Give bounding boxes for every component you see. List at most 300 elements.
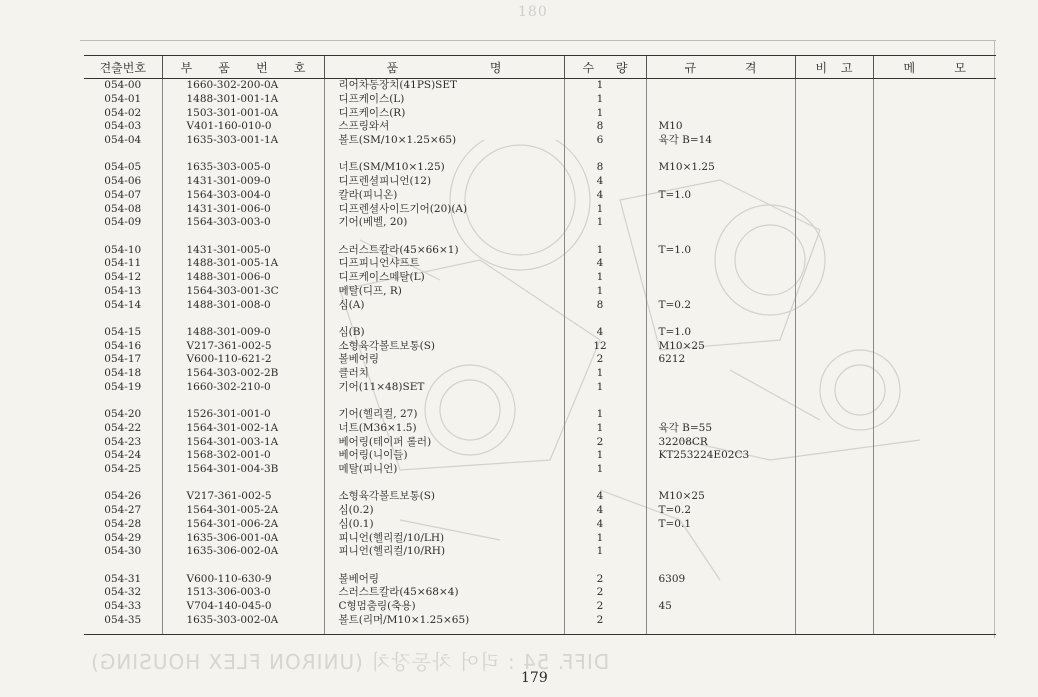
spacer-cell xyxy=(795,395,873,409)
index-cell: 054-20 xyxy=(104,408,142,420)
part-number-cell: 1488-301-008-0 xyxy=(162,299,324,313)
index-cell: 054-26 xyxy=(104,490,142,503)
part-name-cell: 스러스트칼라(45×68×4) xyxy=(324,586,564,600)
remark-cell xyxy=(795,518,873,532)
index-cell: 054-06 xyxy=(104,175,142,187)
spacer-cell xyxy=(324,148,564,162)
memo-cell xyxy=(873,161,996,175)
table-row xyxy=(84,381,996,395)
spacer-cell xyxy=(564,628,646,635)
memo-cell xyxy=(873,120,996,134)
index-cell: 054-29 xyxy=(104,531,142,544)
table-row xyxy=(84,175,996,189)
spec-cell: M10×1.25 xyxy=(646,161,795,175)
spacer-cell xyxy=(162,148,324,162)
memo-cell xyxy=(873,436,996,450)
spacer-cell xyxy=(646,628,795,635)
spacer-cell xyxy=(795,312,873,326)
spacer-cell xyxy=(646,312,795,326)
part-name-cell: 디프피니언샤프트 xyxy=(324,257,564,271)
memo-cell xyxy=(873,532,996,546)
part-name-cell: 기어(11×48)SET xyxy=(324,381,564,395)
remark-cell xyxy=(795,134,873,148)
memo-cell xyxy=(873,545,996,559)
part-number-cell: 1503-301-001-0A xyxy=(162,107,324,121)
index-cell: 054-14 xyxy=(104,298,142,311)
spec-cell xyxy=(646,408,795,422)
part-number-cell: 1431-301-009-0 xyxy=(162,175,324,189)
part-name-cell: 디프케이스메탈(L) xyxy=(324,271,564,285)
index-cell: 054-10 xyxy=(104,243,142,256)
spacer-cell xyxy=(84,559,162,573)
part-name-cell: 피니언(헬리컬/10/RH) xyxy=(324,545,564,559)
remark-cell xyxy=(795,422,873,436)
remark-cell xyxy=(795,271,873,285)
spacer-cell xyxy=(162,230,324,244)
part-number-cell: 1488-301-005-1A xyxy=(162,257,324,271)
part-name-cell: 소형육각볼트보통(S) xyxy=(324,490,564,504)
group-spacer-row xyxy=(84,148,996,162)
part-name-cell: 기어(베벨, 20) xyxy=(324,216,564,230)
spacer-cell xyxy=(646,477,795,491)
header-quantity: 수 량 xyxy=(564,56,646,79)
memo-cell xyxy=(873,353,996,367)
memo-cell xyxy=(873,79,996,93)
remark-cell xyxy=(795,326,873,340)
part-number-cell: 1431-301-005-0 xyxy=(162,244,324,258)
part-name-cell: 디프렌셜피니언(12) xyxy=(324,175,564,189)
spec-cell xyxy=(646,614,795,628)
part-number-cell: V217-361-002-5 xyxy=(162,490,324,504)
memo-cell xyxy=(873,573,996,587)
spacer-cell xyxy=(646,230,795,244)
part-name-cell: 기어(헬리컬, 27) xyxy=(324,408,564,422)
spacer-cell xyxy=(873,477,996,491)
part-number-cell: 1488-301-009-0 xyxy=(162,326,324,340)
quantity-cell: 1 xyxy=(564,271,646,285)
remark-cell xyxy=(795,614,873,628)
remark-cell xyxy=(795,285,873,299)
bleed-through-caption: DIFF. 54 : 리어 차동장치 (UNIRON FLEX HOUSING) xyxy=(90,650,610,674)
spacer-cell xyxy=(324,559,564,573)
remark-cell xyxy=(795,107,873,121)
part-number-cell: 1564-301-003-1A xyxy=(162,436,324,450)
memo-cell xyxy=(873,449,996,463)
memo-cell xyxy=(873,244,996,258)
index-cell: 054-23 xyxy=(104,435,142,448)
remark-cell xyxy=(795,586,873,600)
spec-cell: 32208CR xyxy=(646,436,795,450)
table-row xyxy=(84,367,996,381)
remark-cell xyxy=(795,367,873,381)
header-memo: 메 모 xyxy=(873,56,996,79)
memo-cell xyxy=(873,422,996,436)
memo-cell xyxy=(873,107,996,121)
part-number-cell: V600-110-630-9 xyxy=(162,573,324,587)
part-number-cell: V600-110-621-2 xyxy=(162,353,324,367)
remark-cell xyxy=(795,216,873,230)
spacer-cell xyxy=(324,477,564,491)
table-row xyxy=(84,161,996,175)
spec-cell: T=0.2 xyxy=(646,299,795,313)
table-row xyxy=(84,134,996,148)
quantity-cell: 2 xyxy=(564,600,646,614)
spacer-cell xyxy=(84,312,162,326)
table-row xyxy=(84,408,996,422)
group-spacer-row xyxy=(84,559,996,573)
remark-cell xyxy=(795,545,873,559)
part-number-cell: 1564-303-004-0 xyxy=(162,189,324,203)
spec-cell xyxy=(646,586,795,600)
table-row xyxy=(84,271,996,285)
part-name-cell: 볼트(SM/10×1.25×65) xyxy=(324,134,564,148)
part-number-cell: 1568-302-001-0 xyxy=(162,449,324,463)
group-spacer-row xyxy=(84,312,996,326)
table-row xyxy=(84,600,996,614)
spacer-cell xyxy=(84,148,162,162)
spacer-cell xyxy=(324,230,564,244)
quantity-cell: 4 xyxy=(564,189,646,203)
remark-cell xyxy=(795,600,873,614)
quantity-cell: 4 xyxy=(564,504,646,518)
spec-cell xyxy=(646,203,795,217)
table-row xyxy=(84,490,996,504)
bleed-through-page-number: 180 xyxy=(518,4,548,20)
index-cell: 054-07 xyxy=(104,188,142,201)
remark-cell xyxy=(795,408,873,422)
quantity-cell: 1 xyxy=(564,545,646,559)
spacer-cell xyxy=(646,559,795,573)
spacer-cell xyxy=(84,230,162,244)
index-cell: 054-16 xyxy=(104,339,142,352)
remark-cell xyxy=(795,299,873,313)
index-cell: 054-17 xyxy=(104,353,142,366)
table-row xyxy=(84,463,996,477)
group-spacer-row xyxy=(84,395,996,409)
remark-cell xyxy=(795,203,873,217)
spacer-cell xyxy=(84,628,162,635)
memo-cell xyxy=(873,299,996,313)
table-row xyxy=(84,449,996,463)
part-name-cell: 클러치 xyxy=(324,367,564,381)
quantity-cell: 8 xyxy=(564,299,646,313)
table-row xyxy=(84,353,996,367)
quantity-cell: 8 xyxy=(564,161,646,175)
header-remark: 비 고 xyxy=(795,56,873,79)
memo-cell xyxy=(873,367,996,381)
spec-cell: 45 xyxy=(646,600,795,614)
part-name-cell: 볼트(리머/M10×1.25×65) xyxy=(324,614,564,628)
spec-cell xyxy=(646,545,795,559)
spec-cell: T=1.0 xyxy=(646,244,795,258)
part-name-cell: 피니언(헬리컬/10/LH) xyxy=(324,532,564,546)
table-row xyxy=(84,244,996,258)
spec-cell xyxy=(646,381,795,395)
remark-cell xyxy=(795,93,873,107)
table-row xyxy=(84,614,996,628)
table-row xyxy=(84,93,996,107)
spacer-cell xyxy=(162,477,324,491)
spacer-cell xyxy=(324,312,564,326)
quantity-cell: 4 xyxy=(564,175,646,189)
remark-cell xyxy=(795,161,873,175)
index-cell: 054-13 xyxy=(104,284,142,297)
spacer-cell xyxy=(162,395,324,409)
spacer-cell xyxy=(795,628,873,635)
spec-cell: T=0.2 xyxy=(646,504,795,518)
remark-cell xyxy=(795,573,873,587)
spacer-cell xyxy=(564,477,646,491)
memo-cell xyxy=(873,189,996,203)
index-cell: 054-05 xyxy=(104,161,142,174)
spec-cell: 육각 B=14 xyxy=(646,134,795,148)
quantity-cell: 1 xyxy=(564,367,646,381)
spacer-cell xyxy=(795,477,873,491)
index-cell: 054-18 xyxy=(104,367,142,379)
remark-cell xyxy=(795,436,873,450)
quantity-cell: 1 xyxy=(564,107,646,121)
index-cell: 054-11 xyxy=(104,257,142,270)
spacer-cell xyxy=(795,230,873,244)
parts-list-table xyxy=(84,55,996,635)
index-cell: 054-33 xyxy=(104,600,142,612)
table-header-row xyxy=(84,56,996,79)
quantity-cell: 1 xyxy=(564,244,646,258)
index-cell: 054-04 xyxy=(104,134,142,146)
spec-cell xyxy=(646,532,795,546)
part-number-cell: 1564-303-003-0 xyxy=(162,216,324,230)
part-number-cell: 1635-306-002-0A xyxy=(162,545,324,559)
remark-cell xyxy=(795,504,873,518)
table-row xyxy=(84,586,996,600)
index-cell: 054-15 xyxy=(104,325,142,338)
part-name-cell: C형멈춤링(축용) xyxy=(324,600,564,614)
part-name-cell: 칼라(피니온) xyxy=(324,189,564,203)
table-row xyxy=(84,532,996,546)
index-cell: 054-25 xyxy=(104,463,142,475)
spacer-cell xyxy=(873,230,996,244)
spacer-cell xyxy=(84,395,162,409)
table-row xyxy=(84,107,996,121)
part-name-cell: 볼베어링 xyxy=(324,353,564,367)
part-number-cell: 1635-306-001-0A xyxy=(162,532,324,546)
remark-cell xyxy=(795,175,873,189)
index-cell: 054-28 xyxy=(104,517,142,530)
quantity-cell: 1 xyxy=(564,216,646,230)
index-cell: 054-19 xyxy=(104,380,142,393)
remark-cell xyxy=(795,189,873,203)
part-number-cell: 1660-302-210-0 xyxy=(162,381,324,395)
table-row xyxy=(84,257,996,271)
part-number-cell: V401-160-010-0 xyxy=(162,120,324,134)
memo-cell xyxy=(873,203,996,217)
index-cell: 054-08 xyxy=(104,202,142,215)
spec-cell: KT253224E02C3 xyxy=(646,449,795,463)
group-spacer-row xyxy=(84,230,996,244)
quantity-cell: 2 xyxy=(564,586,646,600)
index-cell: 054-00 xyxy=(104,79,142,91)
spec-cell: T=1.0 xyxy=(646,189,795,203)
quantity-cell: 1 xyxy=(564,408,646,422)
table-row xyxy=(84,189,996,203)
part-name-cell: 심(B) xyxy=(324,326,564,340)
table-row xyxy=(84,120,996,134)
part-name-cell: 심(0.1) xyxy=(324,518,564,532)
header-part-name: 품 명 xyxy=(324,56,564,79)
index-cell: 054-24 xyxy=(104,449,142,462)
index-cell: 054-03 xyxy=(104,120,142,133)
part-name-cell: 메탈(피니언) xyxy=(324,463,564,477)
memo-cell xyxy=(873,600,996,614)
spacer-cell xyxy=(873,312,996,326)
part-number-cell: 1526-301-001-0 xyxy=(162,408,324,422)
quantity-cell: 6 xyxy=(564,134,646,148)
memo-cell xyxy=(873,381,996,395)
table-row xyxy=(84,285,996,299)
spacer-cell xyxy=(324,395,564,409)
spacer-cell xyxy=(162,628,324,635)
spec-cell xyxy=(646,93,795,107)
memo-cell xyxy=(873,518,996,532)
spec-cell xyxy=(646,257,795,271)
part-number-cell: 1513-306-003-0 xyxy=(162,586,324,600)
memo-cell xyxy=(873,504,996,518)
remark-cell xyxy=(795,257,873,271)
table-row xyxy=(84,340,996,354)
quantity-cell: 4 xyxy=(564,257,646,271)
quantity-cell: 1 xyxy=(564,422,646,436)
part-number-cell: 1635-303-002-0A xyxy=(162,614,324,628)
memo-cell xyxy=(873,216,996,230)
part-number-cell: 1488-301-006-0 xyxy=(162,271,324,285)
part-name-cell: 심(A) xyxy=(324,299,564,313)
part-name-cell: 디프케이스(L) xyxy=(324,93,564,107)
spec-cell: M10×25 xyxy=(646,340,795,354)
part-name-cell: 디프케이스(R) xyxy=(324,107,564,121)
part-number-cell: 1431-301-006-0 xyxy=(162,203,324,217)
memo-cell xyxy=(873,257,996,271)
index-cell: 054-22 xyxy=(104,421,142,434)
spacer-cell xyxy=(873,628,996,635)
part-number-cell: 1635-303-005-0 xyxy=(162,161,324,175)
quantity-cell: 1 xyxy=(564,463,646,477)
spec-cell: T=0.1 xyxy=(646,518,795,532)
table-row xyxy=(84,203,996,217)
spec-cell: T=1.0 xyxy=(646,326,795,340)
quantity-cell: 4 xyxy=(564,490,646,504)
spec-cell xyxy=(646,271,795,285)
remark-cell xyxy=(795,353,873,367)
table-end-row xyxy=(84,628,996,635)
spec-cell: 육각 B=55 xyxy=(646,422,795,436)
part-number-cell: 1564-301-002-1A xyxy=(162,422,324,436)
spec-cell xyxy=(646,175,795,189)
remark-cell xyxy=(795,381,873,395)
table-row xyxy=(84,436,996,450)
table-row xyxy=(84,504,996,518)
spec-cell xyxy=(646,285,795,299)
quantity-cell: 4 xyxy=(564,326,646,340)
spec-cell: M10 xyxy=(646,120,795,134)
spec-cell: 6212 xyxy=(646,353,795,367)
part-name-cell: 리어차동장치(41PS)SET xyxy=(324,79,564,93)
table-row xyxy=(84,518,996,532)
remark-cell xyxy=(795,79,873,93)
part-name-cell: 베어링(테이퍼 롤러) xyxy=(324,436,564,450)
index-cell: 054-02 xyxy=(104,106,142,119)
spacer-cell xyxy=(564,559,646,573)
part-number-cell: V704-140-045-0 xyxy=(162,600,324,614)
quantity-cell: 1 xyxy=(564,203,646,217)
quantity-cell: 2 xyxy=(564,573,646,587)
part-number-cell: 1488-301-001-1A xyxy=(162,93,324,107)
memo-cell xyxy=(873,614,996,628)
spacer-cell xyxy=(646,148,795,162)
index-cell: 054-01 xyxy=(104,92,142,105)
index-cell: 054-30 xyxy=(104,545,142,558)
part-name-cell: 너트(SM/M10×1.25) xyxy=(324,161,564,175)
spec-cell: 6309 xyxy=(646,573,795,587)
spec-cell xyxy=(646,463,795,477)
header-spec: 규 격 xyxy=(646,56,795,79)
header-index: 견출번호 xyxy=(84,56,162,79)
header-part-number: 부 품 번 호 xyxy=(162,56,324,79)
quantity-cell: 1 xyxy=(564,79,646,93)
part-number-cell: 1564-301-005-2A xyxy=(162,504,324,518)
memo-cell xyxy=(873,340,996,354)
part-name-cell: 소형육각볼트보통(S) xyxy=(324,340,564,354)
part-name-cell: 디프렌셜사이드기어(20)(A) xyxy=(324,203,564,217)
spacer-cell xyxy=(564,230,646,244)
table-row xyxy=(84,422,996,436)
part-number-cell: 1635-303-001-1A xyxy=(162,134,324,148)
remark-cell xyxy=(795,449,873,463)
index-cell: 054-32 xyxy=(104,586,142,599)
remark-cell xyxy=(795,463,873,477)
memo-cell xyxy=(873,134,996,148)
memo-cell xyxy=(873,490,996,504)
index-cell: 054-12 xyxy=(104,271,142,283)
part-number-cell: 1564-303-001-3C xyxy=(162,285,324,299)
index-cell: 054-09 xyxy=(104,216,142,229)
index-cell: 054-35 xyxy=(104,613,142,626)
spacer-cell xyxy=(873,395,996,409)
quantity-cell: 1 xyxy=(564,449,646,463)
part-name-cell: 볼베어링 xyxy=(324,573,564,587)
remark-cell xyxy=(795,490,873,504)
memo-cell xyxy=(873,586,996,600)
memo-cell xyxy=(873,271,996,285)
spacer-cell xyxy=(84,477,162,491)
quantity-cell: 1 xyxy=(564,381,646,395)
spacer-cell xyxy=(873,148,996,162)
spec-cell xyxy=(646,216,795,230)
spec-cell xyxy=(646,367,795,381)
spacer-cell xyxy=(564,312,646,326)
page-number: 179 xyxy=(521,670,548,686)
memo-cell xyxy=(873,326,996,340)
spacer-cell xyxy=(795,559,873,573)
group-spacer-row xyxy=(84,477,996,491)
quantity-cell: 4 xyxy=(564,518,646,532)
spacer-cell xyxy=(646,395,795,409)
part-number-cell: 1564-303-002-2B xyxy=(162,367,324,381)
memo-cell xyxy=(873,408,996,422)
part-number-cell: 1564-301-006-2A xyxy=(162,518,324,532)
remark-cell xyxy=(795,120,873,134)
memo-cell xyxy=(873,175,996,189)
quantity-cell: 1 xyxy=(564,93,646,107)
